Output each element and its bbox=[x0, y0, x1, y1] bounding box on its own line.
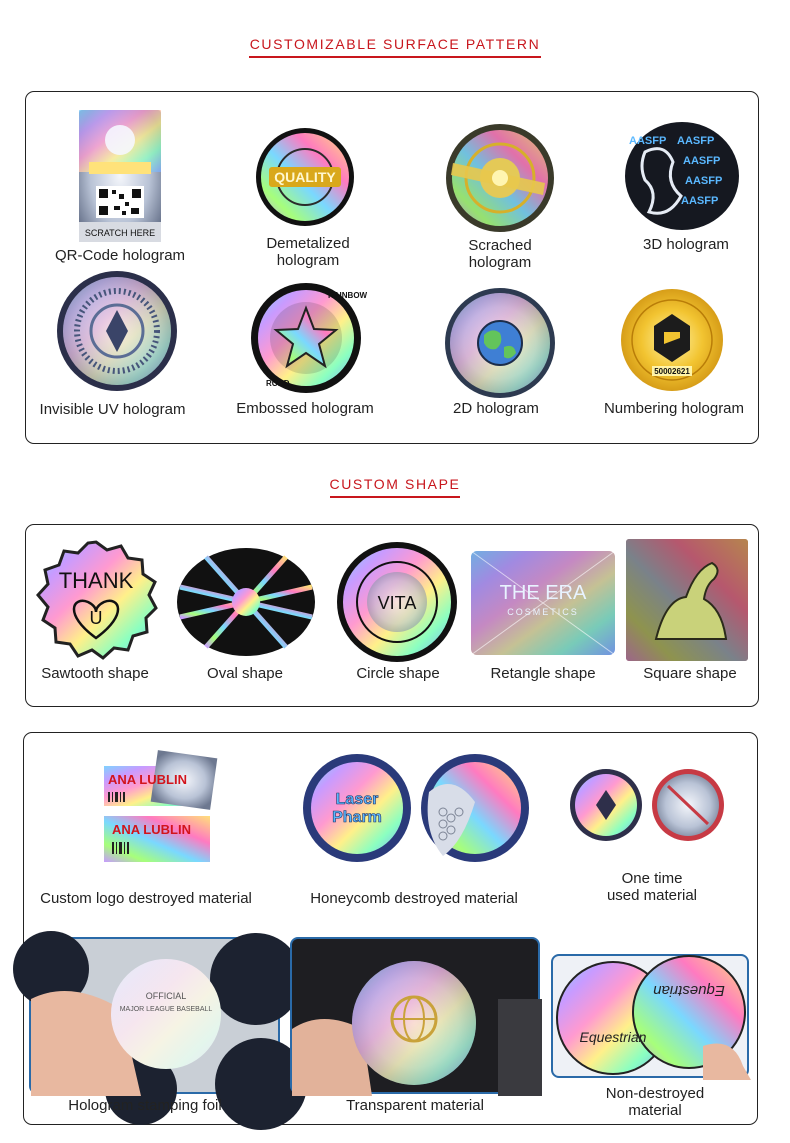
surface-item-label: QR-Code hologram bbox=[54, 247, 186, 264]
equestrian-text: Equestrian bbox=[653, 982, 725, 999]
aasfp-text: AASFP bbox=[681, 195, 719, 207]
shape-item-label: Sawtooth shape bbox=[41, 665, 149, 682]
material-item-label: Hologram stamping foil bbox=[68, 1097, 222, 1114]
surface-item-label: Demetalized hologram bbox=[266, 235, 350, 269]
material-item-label: Custom logo destroyed material bbox=[40, 890, 252, 907]
aasfp-text: AASFP bbox=[685, 175, 723, 187]
aasfp-text: AASFP bbox=[683, 155, 721, 167]
scratch-here-text: SCRATCH HERE bbox=[84, 228, 156, 238]
material-item-label: Honeycomb destroyed material bbox=[310, 890, 518, 907]
equestrian-text: Equestrian bbox=[579, 1029, 647, 1045]
shape-item-label: Square shape bbox=[643, 665, 737, 682]
ana-lublin-text: ANA LUBLIN bbox=[108, 772, 187, 787]
dino-square-icon bbox=[626, 539, 748, 661]
ana-lublin-labels-icon bbox=[104, 752, 216, 864]
road-text: ROAD bbox=[266, 379, 290, 388]
surface-item-label: 2D hologram bbox=[453, 400, 539, 417]
one-time-labels-icon bbox=[570, 766, 730, 844]
transparent-globe-photo bbox=[290, 937, 540, 1094]
rainbow-star-hologram-icon bbox=[250, 282, 368, 394]
globe-hologram-icon bbox=[444, 287, 556, 399]
oval-sunburst-icon bbox=[176, 547, 316, 657]
uv-hologram-icon bbox=[56, 270, 178, 392]
equestrian-labels-icon bbox=[553, 956, 751, 1080]
thank-text: THANK bbox=[58, 568, 134, 593]
title-underline bbox=[330, 496, 460, 498]
official-text: OFFICIAL bbox=[145, 991, 187, 1001]
material-item-label: Non-destroyed material bbox=[605, 1085, 705, 1119]
aasfp-3d-hologram-icon bbox=[625, 122, 739, 230]
aasfp-text: AASFP bbox=[629, 135, 667, 147]
baseball-foil-photo bbox=[29, 937, 280, 1094]
surface-item-label: Scrached hologram bbox=[468, 237, 532, 271]
scratched-hologram-icon bbox=[445, 123, 555, 233]
era-text: THE ERA bbox=[499, 582, 587, 604]
vita-text: VITA bbox=[377, 593, 417, 613]
equestrian-labels-photo bbox=[551, 954, 749, 1078]
thank-you-seal-icon bbox=[33, 540, 159, 662]
laser-text: Laser bbox=[335, 791, 379, 808]
custom-shape-title: CUSTOM SHAPE bbox=[329, 476, 461, 492]
honeycomb-laser-labels-icon bbox=[303, 752, 533, 864]
the-era-rectangle-icon bbox=[471, 551, 615, 655]
baseball-foil-icon bbox=[31, 939, 282, 1096]
material-item-label: One time used material bbox=[606, 870, 698, 904]
aasfp-text: AASFP bbox=[677, 135, 715, 147]
material-item-label: Transparent material bbox=[346, 1097, 484, 1114]
pharm-text: Pharm bbox=[332, 809, 382, 826]
rainbow-text: RAINBOW bbox=[328, 291, 368, 300]
surface-pattern-title: CUSTOMIZABLE SURFACE PATTERN bbox=[249, 36, 541, 52]
shape-item-label: Oval shape bbox=[207, 665, 283, 682]
surface-item-label: Embossed hologram bbox=[236, 400, 374, 417]
title-underline bbox=[249, 56, 541, 58]
quality-text: QUALITY bbox=[274, 169, 336, 185]
shape-item-label: Circle shape bbox=[356, 665, 440, 682]
custom-shape-title-block bbox=[0, 476, 790, 498]
surface-item-label: Numbering hologram bbox=[603, 400, 745, 417]
qr-code-hologram-icon bbox=[79, 110, 161, 242]
mlb-text: MAJOR LEAGUE BASEBALL bbox=[119, 1006, 213, 1013]
serial-number-text: 50002621 bbox=[654, 367, 690, 376]
u-text: U bbox=[89, 608, 103, 628]
surface-pattern-title-block bbox=[0, 36, 790, 58]
ana-lublin-text: ANA LUBLIN bbox=[112, 822, 191, 837]
surface-item-label: Invisible UV hologram bbox=[39, 401, 186, 418]
numbering-hologram-icon bbox=[620, 288, 724, 392]
transparent-globe-icon bbox=[292, 939, 542, 1096]
shape-item-label: Retangle shape bbox=[490, 665, 596, 682]
vita-circle-icon bbox=[336, 541, 458, 663]
cosmetics-text: COSMETICS bbox=[507, 607, 579, 617]
surface-item-label: 3D hologram bbox=[643, 236, 729, 253]
quality-seal-hologram-icon bbox=[255, 127, 355, 227]
